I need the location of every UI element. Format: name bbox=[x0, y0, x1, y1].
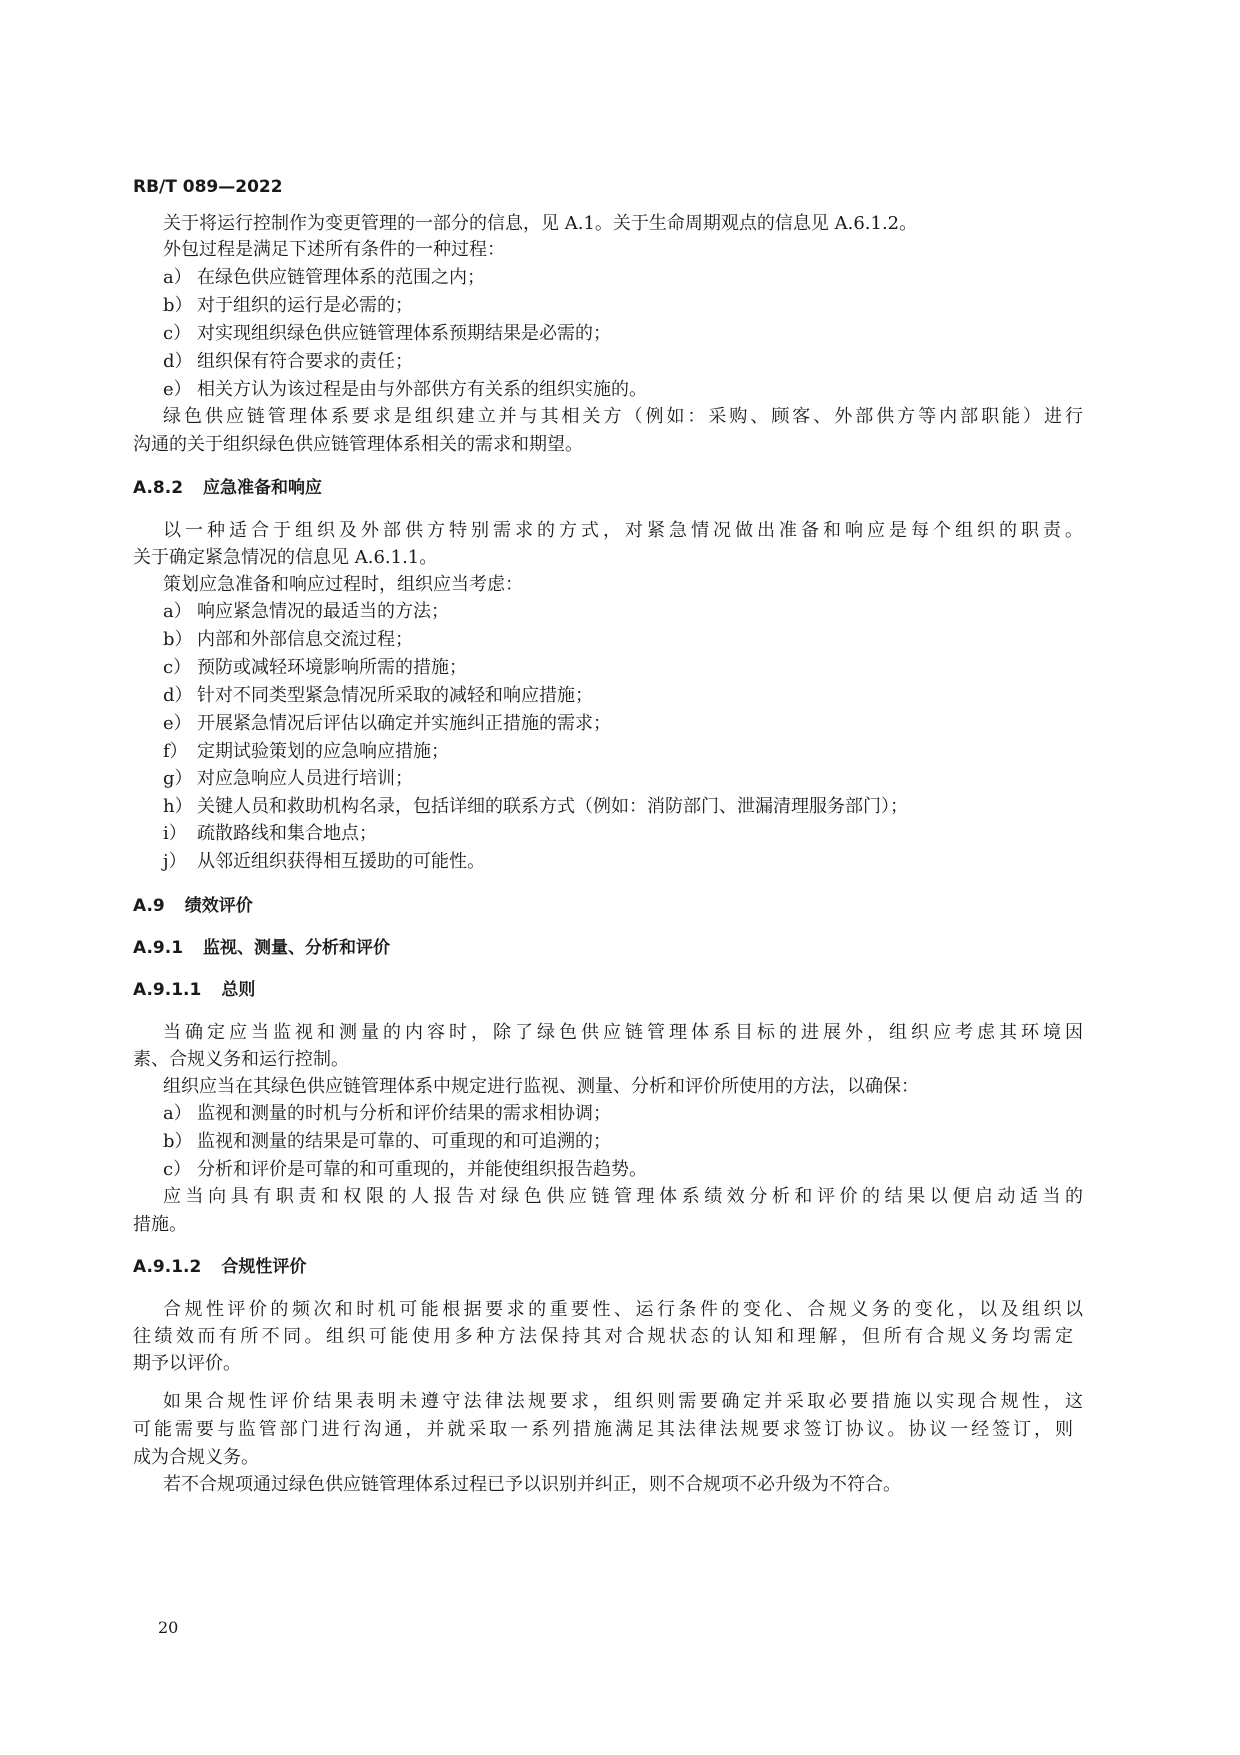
list-item bbox=[163, 712, 611, 736]
paragraph-compliance-line-2: 往绩效而有所不同。组织可能使用多种方法保持其对合规状态的认知和理解，但所有合规义务均需定 bbox=[133, 1326, 1073, 1347]
section-number: A.8.2 bbox=[133, 478, 184, 498]
list-marker: e） bbox=[163, 379, 192, 400]
list-item-text: 在绿色供应链管理体系的范围之内； bbox=[197, 267, 485, 288]
list-item bbox=[163, 1130, 611, 1154]
list-item bbox=[163, 1158, 647, 1182]
paragraph-correction: 若不合规项通过绿色供应链管理体系过程已予以识别并纠正，则不合规项不必升级为不符合。 bbox=[163, 1474, 901, 1495]
list-item bbox=[163, 850, 485, 874]
list-marker: h） bbox=[163, 796, 193, 817]
list-item bbox=[163, 378, 647, 402]
list-marker: a） bbox=[163, 1103, 192, 1124]
list-item bbox=[163, 822, 377, 846]
list-marker: a） bbox=[163, 601, 192, 622]
section-number: A.9.1 bbox=[133, 938, 184, 958]
list-marker: c） bbox=[163, 323, 192, 344]
list-item-text: 关键人员和救助机构名录，包括详细的联系方式（例如：消防部门、泄漏清理服务部门）； bbox=[197, 796, 908, 817]
paragraph-noncompliance-line-2: 可能需要与监管部门进行沟通，并就采取一系列措施满足其法律法规要求签订协议。协议一经签订，则 bbox=[133, 1419, 1073, 1440]
paragraph-outsourced-process-intro: 外包过程是满足下述所有条件的一种过程： bbox=[163, 239, 505, 260]
list-item-text: 对于组织的运行是必需的； bbox=[197, 295, 413, 316]
list-item-text: 内部和外部信息交流过程； bbox=[197, 629, 413, 650]
list-item bbox=[163, 684, 593, 708]
section-number: A.9.1.1 bbox=[133, 980, 202, 1000]
list-marker: e） bbox=[163, 713, 192, 734]
paragraph-requirements-line-1: 绿色供应链管理体系要求是组织建立并与其相关方（例如：采购、顾客、外部供方等内部职能）进行 bbox=[163, 406, 1083, 427]
list-item-text: 从邻近组织获得相互援助的可能性。 bbox=[197, 851, 485, 872]
paragraph-emergency-line-2: 关于确定紧急情况的信息见 A.6.1.1。 bbox=[133, 547, 438, 568]
paragraph-monitoring-line-2: 素、合规义务和运行控制。 bbox=[133, 1049, 349, 1070]
list-marker: b） bbox=[163, 295, 193, 316]
list-item bbox=[163, 767, 413, 791]
section-title: 应急准备和响应 bbox=[203, 478, 323, 498]
list-item-text: 针对不同类型紧急情况所采取的减轻和响应措施； bbox=[197, 685, 593, 706]
list-item-text: 对应急响应人员进行培训； bbox=[197, 768, 413, 789]
list-item-text: 组织保有符合要求的责任； bbox=[197, 351, 413, 372]
list-item bbox=[163, 628, 413, 652]
list-item bbox=[163, 322, 611, 346]
list-item bbox=[163, 350, 413, 374]
list-item-text: 预防或减轻环境影响所需的措施； bbox=[197, 657, 467, 678]
list-item bbox=[163, 656, 467, 680]
list-item-text: 定期试验策划的应急响应措施； bbox=[197, 741, 449, 762]
list-marker: i） bbox=[163, 823, 187, 844]
paragraph-requirements-line-2: 沟通的关于组织绿色供应链管理体系相关的需求和期望。 bbox=[133, 434, 583, 455]
list-marker: f） bbox=[163, 741, 188, 762]
list-item-text: 相关方认为该过程是由与外部供方有关系的组织实施的。 bbox=[197, 379, 647, 400]
section-title: 总则 bbox=[221, 980, 256, 1000]
list-item-text: 监视和测量的结果是可靠的、可重现的和可追溯的； bbox=[197, 1131, 611, 1152]
list-marker: j） bbox=[163, 851, 187, 872]
section-heading-a9 bbox=[133, 894, 253, 918]
section-heading-a91 bbox=[133, 936, 390, 960]
list-marker: b） bbox=[163, 1131, 193, 1152]
list-item-text: 分析和评价是可靠的和可重现的，并能使组织报告趋势。 bbox=[197, 1159, 647, 1180]
list-marker: b） bbox=[163, 629, 193, 650]
section-heading-a82 bbox=[133, 476, 322, 500]
section-heading-a911 bbox=[133, 978, 255, 1002]
paragraph-noncompliance-line-3: 成为合规义务。 bbox=[133, 1447, 259, 1468]
list-marker: g） bbox=[163, 768, 193, 789]
paragraph-monitoring-methods: 组织应当在其绿色供应链管理体系中规定进行监视、测量、分析和评价所使用的方法，以确保： bbox=[163, 1076, 919, 1097]
list-item bbox=[163, 740, 449, 764]
list-item-text: 疏散路线和集合地点； bbox=[197, 823, 377, 844]
list-item bbox=[163, 266, 485, 290]
list-item-text: 对实现组织绿色供应链管理体系预期结果是必需的； bbox=[197, 323, 611, 344]
document-code: RB/T 089—2022 bbox=[133, 177, 283, 197]
paragraph-compliance-line-1: 合规性评价的频次和时机可能根据要求的重要性、运行条件的变化、合规义务的变化，以及组织以 bbox=[163, 1299, 1083, 1320]
section-heading-a912 bbox=[133, 1255, 306, 1279]
paragraph-reporting-line-1: 应当向具有职责和权限的人报告对绿色供应链管理体系绩效分析和评价的结果以便启动适当的 bbox=[163, 1186, 1083, 1207]
list-item-text: 响应紧急情况的最适当的方法； bbox=[197, 601, 449, 622]
list-item bbox=[163, 294, 413, 318]
paragraph-monitoring-line-1: 当确定应当监视和测量的内容时，除了绿色供应链管理体系目标的进展外，组织应考虑其环境因 bbox=[163, 1022, 1083, 1043]
page-number: 20 bbox=[158, 1618, 179, 1637]
section-title: 合规性评价 bbox=[221, 1257, 307, 1277]
list-marker: a） bbox=[163, 267, 192, 288]
paragraph-emergency-planning: 策划应急准备和响应过程时，组织应当考虑： bbox=[163, 574, 523, 595]
list-marker: c） bbox=[163, 1159, 192, 1180]
list-item bbox=[163, 1102, 611, 1126]
paragraph-reporting-line-2: 措施。 bbox=[133, 1214, 187, 1235]
list-item bbox=[163, 795, 908, 819]
list-item-text: 开展紧急情况后评估以确定并实施纠正措施的需求； bbox=[197, 713, 611, 734]
list-item bbox=[163, 600, 449, 624]
section-number: A.9.1.2 bbox=[133, 1257, 202, 1277]
paragraph-operational-control-info: 关于将运行控制作为变更管理的一部分的信息，见 A.1。关于生命周期观点的信息见 A.6.1.2。 bbox=[163, 213, 918, 234]
section-number: A.9 bbox=[133, 896, 165, 916]
list-marker: c） bbox=[163, 657, 192, 678]
paragraph-noncompliance-line-1: 如果合规性评价结果表明未遵守法律法规要求，组织则需要确定并采取必要措施以实现合规性，这 bbox=[163, 1391, 1083, 1412]
list-marker: d） bbox=[163, 351, 193, 372]
section-title: 监视、测量、分析和评价 bbox=[203, 938, 391, 958]
list-item-text: 监视和测量的时机与分析和评价结果的需求相协调； bbox=[197, 1103, 611, 1124]
paragraph-compliance-line-3: 期予以评价。 bbox=[133, 1353, 241, 1374]
section-title: 绩效评价 bbox=[184, 896, 253, 916]
paragraph-emergency-line-1: 以一种适合于组织及外部供方特别需求的方式，对紧急情况做出准备和响应是每个组织的职责。 bbox=[163, 520, 1083, 541]
list-marker: d） bbox=[163, 685, 193, 706]
